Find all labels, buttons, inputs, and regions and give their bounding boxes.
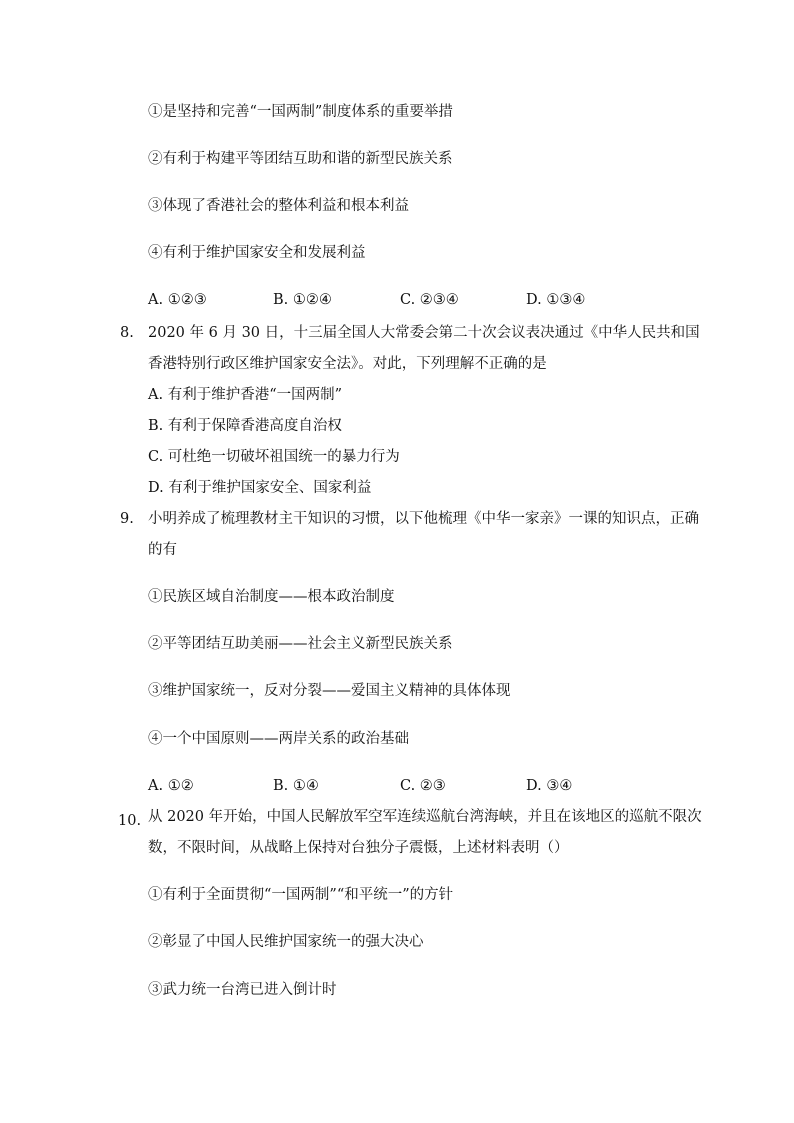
q7-item-2: ②有利于构建平等团结互助和谐的新型民族关系 xyxy=(148,151,453,167)
q10-number: 10. xyxy=(118,813,142,829)
q8-stem-line-1: 2020 年 6 月 30 日，十三届全国人大常委会第二十次会议表决通过《中华人民共和国 xyxy=(148,325,700,341)
q10-stem-line-1: 从 2020 年开始，中国人民解放军空军连续巡航台湾海峡，并且在该地区的巡航不限次 xyxy=(148,809,702,825)
q9-item-3: ③维护国家统一，反对分裂——爱国主义精神的具体体现 xyxy=(148,683,511,699)
q9-item-4: ④一个中国原则——两岸关系的政治基础 xyxy=(148,731,409,747)
q9-item-1: ①民族区域自治制度——根本政治制度 xyxy=(148,589,395,605)
q7-item-1: ①是坚持和完善“一国两制”制度体系的重要举措 xyxy=(148,104,453,120)
q10-item-2: ②彰显了中国人民维护国家统一的强大决心 xyxy=(148,934,424,950)
q7-option-d: D. ①③④ xyxy=(526,292,586,308)
q9-item-2: ②平等团结互助美丽——社会主义新型民族关系 xyxy=(148,636,453,652)
q9-option-d: D. ③④ xyxy=(526,778,573,794)
q10-item-3: ③武力统一台湾已进入倒计时 xyxy=(148,982,337,998)
q10-stem-line-2: 数，不限时间，从战略上保持对台独分子震慑，上述材料表明（） xyxy=(148,840,569,856)
q9-number: 9. xyxy=(120,511,134,527)
q7-option-a: A. ①②③ xyxy=(148,292,207,308)
q9-options xyxy=(148,776,668,796)
q8-choice-b: B. 有利于保障香港高度自治权 xyxy=(148,418,342,434)
q7-item-3: ③体现了香港社会的整体利益和根本利益 xyxy=(148,198,409,214)
q8-number: 8. xyxy=(120,325,134,341)
q8-stem-line-2: 香港特别行政区维护国家安全法》。对此，下列理解不正确的是 xyxy=(148,356,547,372)
q8-choice-d: D. 有利于维护国家安全、国家利益 xyxy=(148,480,372,496)
q7-option-b: B. ①②④ xyxy=(273,292,332,308)
q7-item-4: ④有利于维护国家安全和发展利益 xyxy=(148,245,366,261)
q9-stem-line-1: 小明养成了梳理教材主干知识的习惯，以下他梳理《中华一家亲》一课的知识点，正确 xyxy=(148,511,699,527)
q8-choice-a: A. 有利于维护香港“一国两制” xyxy=(148,387,343,403)
q9-option-b: B. ①④ xyxy=(273,778,319,794)
q9-option-c: C. ②③ xyxy=(400,778,446,794)
q7-options xyxy=(148,290,668,310)
q8-choice-c: C. 可杜绝一切破坏祖国统一的暴力行为 xyxy=(148,449,400,465)
q9-stem-line-2: 的有 xyxy=(148,542,177,558)
q10-item-1: ①有利于全面贯彻“一国两制”“和平统一”的方针 xyxy=(148,887,454,903)
q9-option-a: A. ①② xyxy=(148,778,194,794)
q7-option-c: C. ②③④ xyxy=(400,292,459,308)
